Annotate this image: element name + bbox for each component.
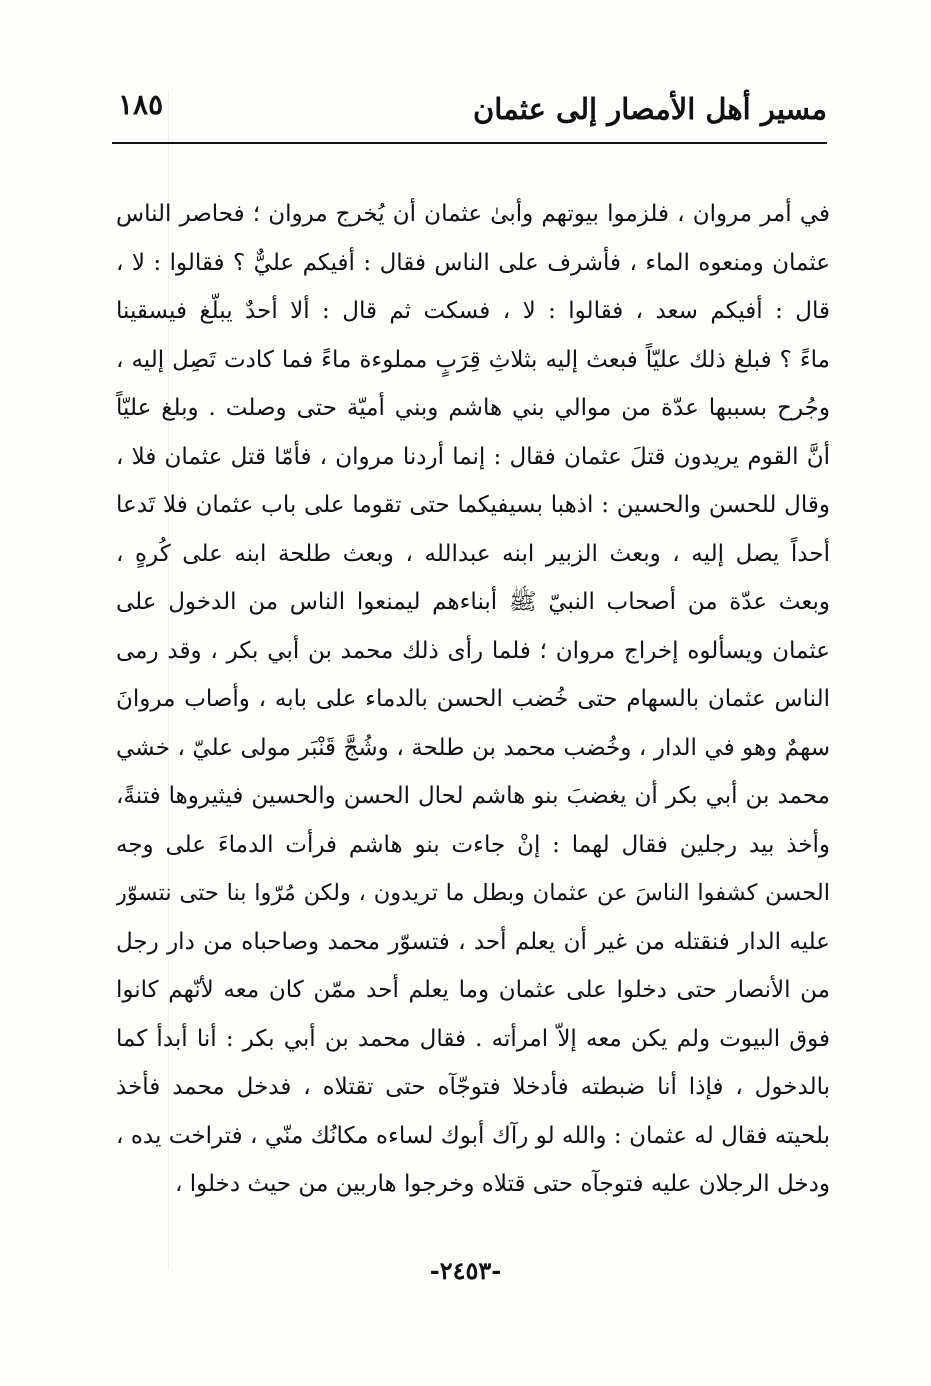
text-line: وبعث عدّة من أصحاب النبيّ ﷺ أبناءهم ليمنعوا الناس من الدخول على <box>116 589 830 615</box>
text-line: أحداً يصل إليه ، وبعث الزبير ابنه عبدالله ، وبعث طلحة ابنه على كُرهٍ ، <box>116 540 830 567</box>
text-line: ودخل الرجلان عليه فتوجآه حتى قتلاه وخرجوا هاربين من حيث دخلوا ، <box>174 1171 830 1197</box>
text-line: أنَّ القوم يريدون قتلَ عثمان فقال : إنما أردنا مروان ، فأمّا قتل عثمان فلا ، <box>116 443 830 470</box>
text-line: من الأنصار حتى دخلوا على عثمان وما يعلم أحد ممّن كان معه لأنّهم كانوا <box>116 977 830 1003</box>
text-line: وقال للحسن والحسين : اذهبا بسيفيكما حتى تقوما على باب عثمان فلا تَدعا <box>116 492 830 518</box>
text-line: الناس عثمان بالسهام حتى خُضب الحسن بالدماء على بابه ، وأصاب مروانَ <box>116 686 830 712</box>
page-number: ١٨٥ <box>118 88 164 121</box>
text-line: عثمان ويسألوه إخراج مروان ؛ فلما رأى ذلك محمد بن أبي بكر ، وقد رمى <box>116 637 830 664</box>
text-line: قال : أفيكم سعد ، فقالوا : لا ، فسكت ثم قال : ألا أحدٌ يبلّغ فيسقينا <box>116 298 830 324</box>
header-rule <box>112 142 827 144</box>
text-line: محمد بن أبي بكر أن يغضبَ بنو هاشم لحال الحسن والحسين فيثيروها فتنةً، <box>116 783 830 809</box>
text-line: الحسن كشفوا الناسَ عن عثمان وبطل ما تريدون ، ولكن مُرّوا بنا حتى نتسوّر <box>116 880 830 906</box>
text-line: سهمٌ وهو في الدار ، وخُضب محمد بن طلحة ، وشُجَّ قَنْبَر مولى عليّ ، خشي <box>116 734 830 761</box>
text-line: بالدخول ، فإذا أنا ضبطته فأدخلا فتوجّآه حتى تقتلاه ، فدخل محمد فأخذ <box>116 1074 830 1100</box>
text-line: عثمان ومنعوه الماء ، فأشرف على الناس فقال : أفيكم عليٌّ ؟ فقالوا : لا ، <box>116 249 830 276</box>
running-header <box>112 78 827 148</box>
body-text <box>116 190 830 1209</box>
text-line: في أمر مروان ، فلزموا بيوتهم وأبىٰ عثمان أن يُخرج مروان ؛ فحاصر الناس <box>116 201 830 227</box>
footer-page-number: -٢٤٥٣- <box>429 1256 502 1285</box>
text-line: ماءً ؟ فبلغ ذلك عليّاً فبعث إليه بثلاثِ قِرَبٍ مملوءة ماءً فما كادت تَصِل إليه ، <box>116 346 830 373</box>
text-line: بلحيته فقال له عثمان : والله لو رآك أبوك لساءه مكانُك منّي ، فتراخت يده ، <box>116 1122 830 1149</box>
text-line: فوق البيوت ولم يكن معه إلاّ امرأته . فقال محمد بن أبي بكر : أنا أبدأ كما <box>116 1025 830 1052</box>
chapter-title: مسير أهل الأمصار إلى عثمان <box>473 92 827 126</box>
text-line: عليه الدار فنقتله من غير أن يعلم أحد ، فتسوّر محمد وصاحباه من دار رجل <box>116 928 830 955</box>
text-line: وأخذ بيد رجلين فقال لهما : إنْ جاءت بنو هاشم فرأت الدماءَ على وجه <box>116 831 830 858</box>
text-line: وجُرح بسببها عدّة من موالي بني هاشم وبني أميّة حتى وصلت . وبلغ عليّاً <box>116 395 830 421</box>
